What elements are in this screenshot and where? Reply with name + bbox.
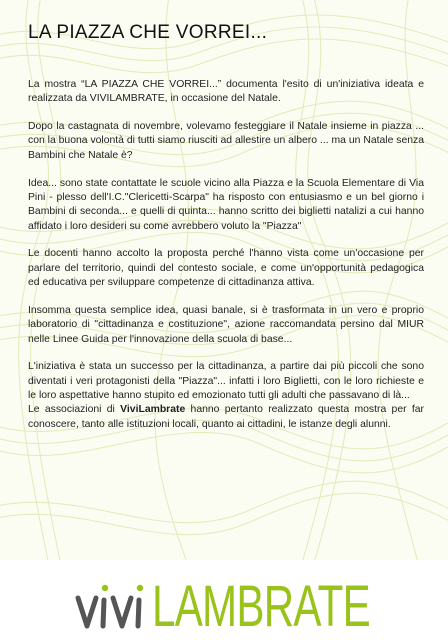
paragraph-idea: Idea... sono state contattate le scuole vicino alla Piazza e la Scuola Elementare di Via Pini - plesso dell'I.C."Clericetti-Scarpa" ha risposto con entusiasmo e un bel giorno i Bambini di seconda... e quelli di quinta... hanno scritto dei biglietti natalizi a cui hanno affidato i loro desideri su come avrebbero voluto la "Piazza" <box>28 177 424 232</box>
closing-brand-name: ViviLambrate <box>120 404 186 416</box>
logo-i1-dot <box>102 585 108 591</box>
logo-v1-stroke <box>78 598 96 626</box>
paragraph-intro: La mostra “LA PIAZZA CHE VORREI...” documenta l'esito di un'iniziativa ideata e realizzata da VIVILAMBRATE, in occasione del Natale. <box>28 79 424 105</box>
logo-i1-stroke <box>103 600 104 626</box>
closing-text-after: hanno pertanto realizzato questa mostra per far conoscere, tanto alle istituzioni locali, quanto ai cittadini, le istanze degli alunni. <box>28 404 424 430</box>
paragraph-castagnata: Dopo la castagnata di novembre, volevamo festeggiare il Natale insieme in piazza ... con la buona volontà di tutti siamo riusciti ad allestire un albero ... ma un Natale senza Bambini che Natale è? <box>28 121 424 161</box>
logo-i2-stroke <box>138 600 139 626</box>
page-title: LA PIAZZA CHE VORREI... <box>28 22 268 43</box>
vivilambrate-logo <box>74 568 374 639</box>
document-body <box>28 22 424 446</box>
paragraph-laboratorio: Insomma questa semplice idea, quasi banale, si è trasformata in un vero e proprio laboratorio di "cittadinanza e costituzione", azione raccomandata persino dal MIUR nelle Linee Guida per l'innovazione della scuola di base... <box>28 304 424 345</box>
closing-text-before: Le associazioni di <box>28 404 121 416</box>
logo-lambrate-text: LAMBRATE <box>152 574 370 639</box>
paragraph-closing <box>28 403 424 432</box>
paragraph-docenti: Le docenti hanno accolto la proposta perché l'hanno vista come un'occasione per parlare del territorio, quindi del contesto sociale, e come un'opportunità pedagogica ed educativa per sviluppare competenze di cittadinanza attiva. <box>28 248 424 289</box>
logo-v2-stroke <box>113 598 131 626</box>
paragraph-successo: L'iniziativa è stata un successo per la cittadinanza, a partire dai più piccoli che sono diventati i veri protagonisti della "Piazza"... infatti i loro Biglietti, con le loro richieste e le loro aspettative hanno stupito ed emozionato tutti gli adulti che passavano di là... <box>28 361 424 402</box>
logo-i2-dot <box>137 585 143 591</box>
